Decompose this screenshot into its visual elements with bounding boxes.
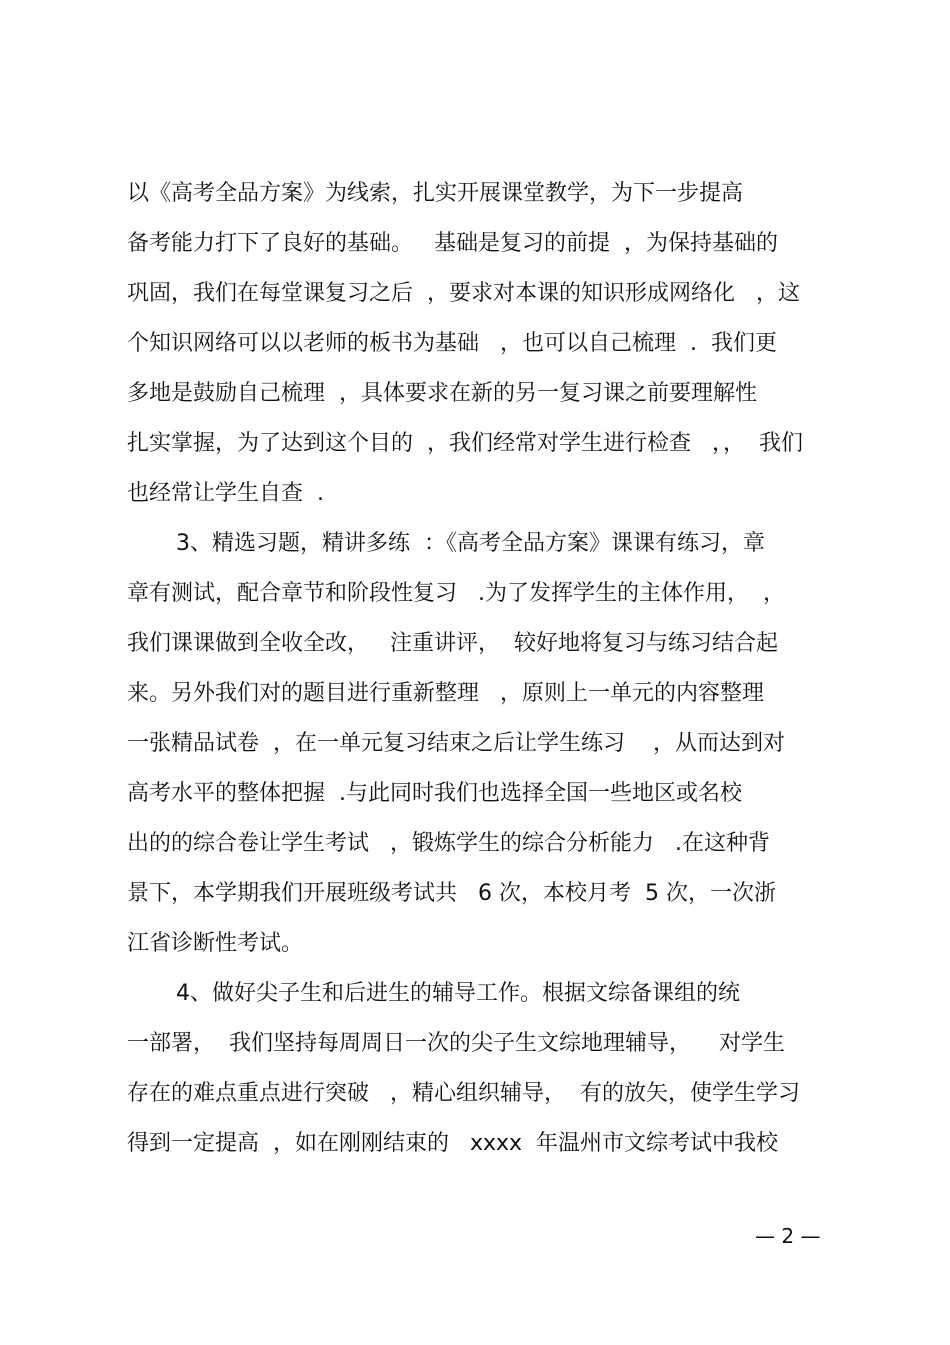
text-line-2: 备考能力打下了良好的基础。 基础是复习的前提 ，为保持基础的	[127, 231, 778, 256]
text-line-9: 章有测试，配合章节和阶段性复习 .为了发挥学生的主体作用， ，	[127, 581, 785, 606]
text-line-12: 一张精品试卷 ，在一单元复习结束之后让学生练习 ，从而达到对	[127, 731, 785, 756]
text-line-5: 多地是鼓励自己梳理 ，具体要求在新的另一复习课之前要理解性	[127, 381, 757, 406]
text-line-15: 景下，本学期我们开展班级考试共 6 次，本校月考 5 次，一次浙	[127, 881, 776, 906]
text-line-20: 得到一定提高 ，如在刚刚结束的 xxxx 年温州市文综考试中我校	[127, 1131, 779, 1156]
text-line-13: 高考水平的整体把握 .与此同时我们也选择全国一些地区或名校	[127, 781, 742, 806]
text-line-3: 巩固，我们在每堂课复习之后 ，要求对本课的知识形成网络化 ，这	[127, 281, 800, 306]
text-line-11: 来。另外我们对的题目进行重新整理 ，原则上一单元的内容整理	[127, 681, 764, 706]
text-line-7: 也经常让学生自查 .	[127, 481, 324, 506]
text-line-10: 我们课课做到全收全改， 注重讲评， 较好地将复习与练习结合起	[127, 631, 778, 656]
text-line-4: 个知识网络可以以老师的板书为基础 ，也可以自己梳理 . 我们更	[127, 331, 777, 356]
text-line-19: 存在的难点重点进行突破 ，精心组织辅导， 有的放矢，使学生学习	[127, 1081, 800, 1106]
text-line-6: 扎实掌握，为了达到这个目的 ，我们经常对学生进行检查 ，， 我们	[127, 431, 803, 456]
text-line-8: 3、精选习题，精讲多练 ：《高考全品方案》课课有练习，章	[176, 531, 765, 556]
text-line-14: 出的的综合卷让学生考试 ，锻炼学生的综合分析能力 .在这种背	[127, 831, 770, 856]
text-line-18: 一部署， 我们坚持每周周日一次的尖子生文综地理辅导， 对学生	[127, 1031, 785, 1056]
text-line-16: 江省诊断性考试。	[127, 931, 304, 956]
text-line-17: 4、做好尖子生和后进生的辅导工作。根据文综备课组的统	[176, 981, 740, 1006]
text-line-1: 以《高考全品方案》为线索，扎实开展课堂教学，为下一步提高	[127, 181, 744, 206]
page-number: — 2 —	[755, 1224, 821, 1248]
